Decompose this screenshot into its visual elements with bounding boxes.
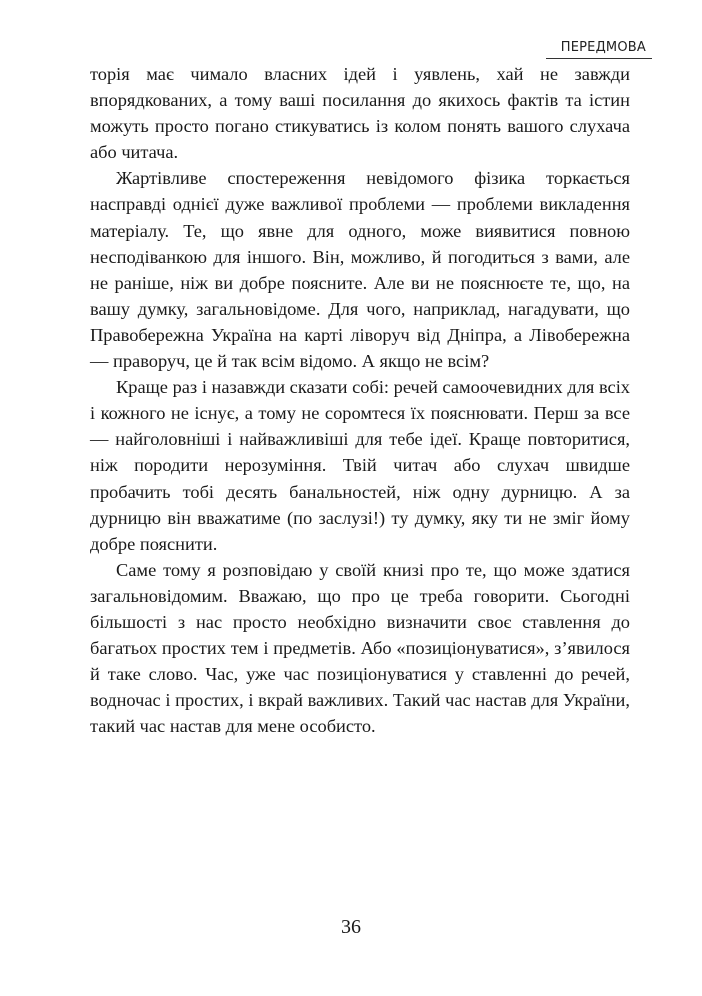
- running-head: ПЕРЕДМОВА: [560, 40, 646, 55]
- running-head-rule: [546, 58, 652, 59]
- paragraph: Саме тому я розповідаю у своїй книзі про те, що може здатися загальновідомим. Вважаю, що про це треба говорити. Сьогодні більшості з нас просто необхідно визначити своє ставлення до багатьох простих тем і предметів. Або «позиціонуватися», з’явилося й таке слово. Час, уже час позиціонуватися у ставленні до речей, водночас і простих, і вкрай важливих. Такий час настав для України, такий час настав для мене особисто.: [90, 559, 630, 737]
- paragraph: Жартівливе спостереження невідомого фізика торкається насправді однієї дуже важливої проблеми — проблеми викладення матеріалу. Те, що явне для одного, може виявитися повною несподіванкою для іншого. Він, можливо, й погодиться з вами, але не раніше, ніж ви добре поясните. Але ви не пояснюєте те, що, на вашу думку, загальновідоме. Для чого, наприклад, нагадувати, що Правобережна Україна на карті ліворуч від Дніпра, а Лівобережна — праворуч, це й так всім відомо. А якщо не всім?: [90, 168, 630, 372]
- paragraph: Краще раз і назавжди сказати собі: речей самоочевидних для всіх і кожного не існує, а тому не соромтеся їх пояснювати. Перш за все — найголовніші і найважливіші для тебе ідеї. Краще повторитися, ніж породити нерозуміння. Твій читач або слухач швидше пробачить тобі десять банальностей, ніж одну дурницю. А за дурницю він вважатиме (по заслузі!) ту думку, яку ти не зміг йому добре пояснити.: [90, 377, 630, 554]
- paragraph-continued: торія має чимало власних ідей і уявлень, хай не завжди впорядкованих, а тому ваші посилання до якихось фактів та істин можуть просто погано стикуватись із колом понять вашого слухача або читача.: [90, 64, 630, 163]
- page-number: 36: [341, 916, 361, 938]
- body-text: [90, 61, 630, 739]
